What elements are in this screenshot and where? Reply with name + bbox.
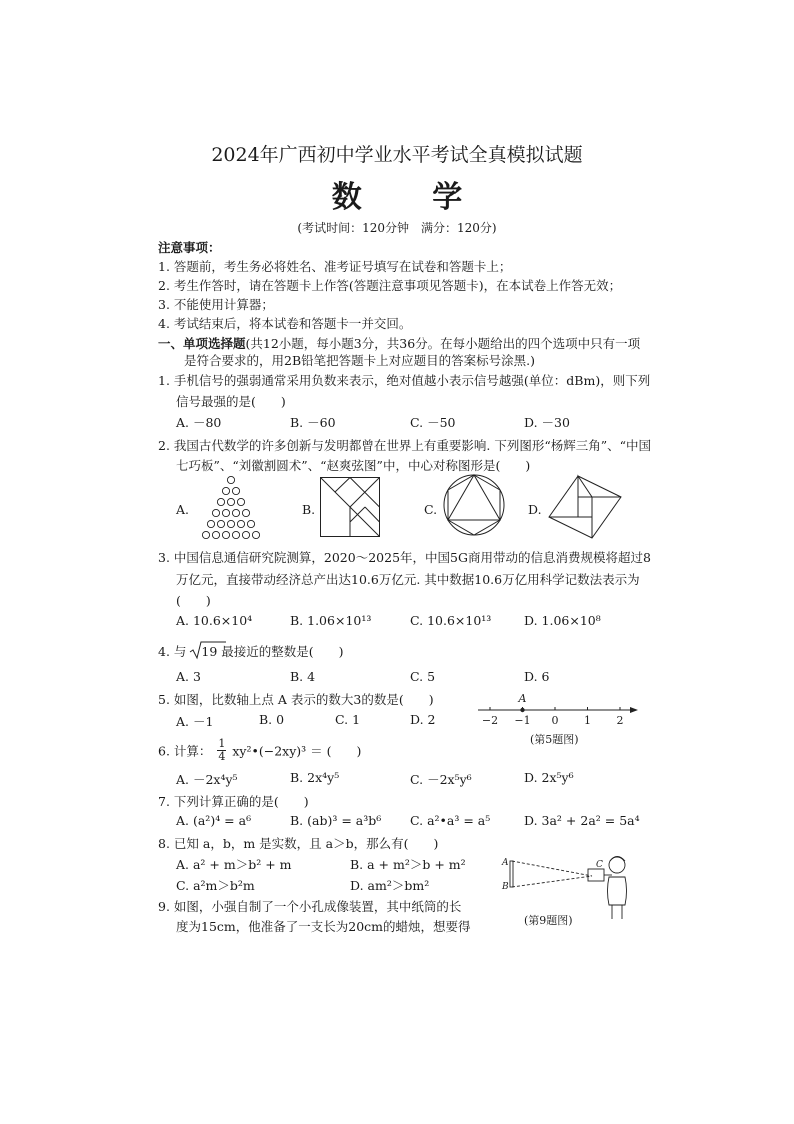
triangle-dot [232,509,239,516]
triangle-dot [227,476,234,483]
q9-stem-2: 度为15cm，他准备了一支长为20cm的蜡烛，想要得 [176,919,471,934]
triangle-dot [227,520,234,527]
section-heading: 一、单项选择题 [158,336,246,351]
number-line-figure [478,692,644,734]
yang-hui-triangle-figure [196,475,266,541]
q9-label-c: C [596,860,603,870]
q8-option-c: C. a²m＞b²m [176,878,255,893]
q1-option-b: B. －60 [290,415,336,430]
q2-label-d: D. [528,502,542,517]
axis-tick-label: 1 [584,714,591,727]
notice-item-4: 4. 考试结束后，将本试卷和答题卡一并交回。 [158,316,412,331]
triangle-dot [222,487,229,494]
q5-option-a: A. －1 [176,714,214,729]
q9-stem-1: 9. 如图，小强自制了一个小孔成像装置，其中纸筒的长 [158,899,462,914]
q2-label-b: B. [302,502,316,517]
triangle-dot [242,531,249,538]
q6-option-a: A. －2x⁴y⁵ [176,772,238,787]
q6-option-c: C. －2x⁵y⁶ [410,772,472,787]
axis-tick-label: 2 [616,714,624,727]
q8-option-a: A. a² + m＞b² + m [176,857,292,872]
q4-suffix: 最接近的整数是( ) [221,644,344,659]
q9-caption: (第9题图) [524,914,573,927]
section-desc-1: (共12小题，每小题3分，共36分。在每小题给出的四个选项中只有一项 [245,336,641,351]
q1-option-d: D. －30 [524,415,570,430]
subject-title: 数 学 [331,180,493,215]
q4-option-a: A. 3 [176,669,201,684]
point-a-marker [520,708,524,712]
axis-tick-label: −1 [514,714,531,727]
q3-option-b: B. 1.06×10¹³ [290,613,372,628]
axis-tick-label: −2 [481,714,499,727]
q4-option-c: C. 5 [410,669,436,684]
triangle-dot [217,498,224,505]
q9-label-a: A [502,858,509,868]
q1-option-c: C. －50 [410,415,456,430]
triangle-dot [202,531,209,538]
q3-option-d: D. 1.06×10⁸ [524,613,601,628]
q5-option-d: D. 2 [410,712,436,727]
q1-stem-2: 信号最强的是( ) [176,394,286,409]
point-a-label: A [518,692,527,705]
q5-stem: 5. 如图，比数轴上点 A 表示的数大3的数是( ) [158,692,434,707]
triangle-dot [217,520,224,527]
notice-item-2: 2. 考生作答时，请在答题卡上作答(答题注意事项见答题卡)，在本试卷上作答无效； [158,278,622,293]
exam-title: 2024年广西初中学业水平考试全真模拟试题 [211,144,583,166]
q6-prefix: 6. 计算： [158,743,212,759]
q5-option-c: C. 1 [335,712,361,727]
q5-caption: (第5题图) [530,733,579,746]
q3-stem-2: 万亿元，直接带动经济总产出达10.6万亿元. 其中数据10.6万亿用科学记数法表示为 [176,572,640,587]
section-desc-2: 是符合要求的，用2B铅笔把答题卡上对应题目的答案标号涂黑.) [184,353,535,368]
q2-label-c: C. [424,502,438,517]
triangle-dot [212,531,219,538]
q6-stem [158,738,361,768]
triangle-dot [222,531,229,538]
q9-label-b: B [502,882,509,892]
q2-stem-2: 七巧板”、“刘徽割圆术”、“赵爽弦图”中，中心对称图形是( ) [176,458,531,473]
q4-prefix: 4. 与 [158,644,187,659]
q8-option-b: B. a + m²＞b + m² [350,857,466,872]
triangle-dot [232,487,239,494]
radical-sign-icon [190,641,230,661]
section-heading-line [158,334,640,352]
q3-stem-3: ( ) [176,593,211,608]
triangle-dot [227,498,234,505]
triangle-dot [237,520,244,527]
triangle-dot [252,531,259,538]
triangle-dot [222,509,229,516]
q2-label-a: A. [176,502,190,517]
q7-stem: 7. 下列计算正确的是( ) [158,794,309,809]
q5-option-b: B. 0 [259,712,285,727]
notice-item-3: 3. 不能使用计算器； [158,297,274,312]
q3-option-c: C. 10.6×10¹³ [410,613,492,628]
fraction-one-quarter [217,738,226,763]
notice-item-1: 1. 答题前，考生务必将姓名、准考证号填写在试卷和答题卡上； [158,259,512,274]
zhao-shuang-figure [548,475,622,539]
q4-option-b: B. 4 [290,669,316,684]
triangle-dot [242,509,249,516]
q7-option-c: C. a²•a³ = a⁵ [410,813,491,828]
q8-stem: 8. 已知 a，b，m 是实数，且 a＞b，那么有( ) [158,836,439,851]
q3-option-a: A. 10.6×10⁴ [176,613,253,628]
axis-tick-label: 0 [551,714,559,727]
q6-frac-den: 4 [218,750,226,763]
liu-hui-circle-figure [443,474,505,536]
q6-option-b: B. 2x⁴y⁵ [290,770,340,785]
q1-option-a: A. －80 [176,415,222,430]
q3-stem-1: 3. 中国信息通信研究院测算，2020～2025年，中国5G商用带动的信息消费规模将超过8 [158,550,651,565]
q6-expr: xy²•(−2xy)³ ＝ ( ) [232,743,362,759]
notice-heading: 注意事项： [158,240,221,255]
tangram-figure [320,477,380,537]
exam-info: (考试时间：120分钟 满分：120分) [297,221,497,235]
q7-option-d: D. 3a² + 2a² = 5a⁴ [524,813,640,828]
sqrt-expression [190,644,217,659]
triangle-dot [212,509,219,516]
q1-stem-1: 1. 手机信号的强弱通常采用负数来表示，绝对值越小表示信号越强(单位：dBm)，则下列 [158,373,651,388]
triangle-dot [207,520,214,527]
q4-option-d: D. 6 [524,669,550,684]
triangle-dot [237,498,244,505]
q4-radicand: 19 [201,644,218,659]
q2-stem-1: 2. 我国古代数学的许多创新与发明都曾在世界上有重要影响. 下列图形“杨辉三角”、“中国 [158,438,652,453]
q6-option-d: D. 2x⁵y⁶ [524,770,574,785]
triangle-dot [232,531,239,538]
q6-frac-num: 1 [218,737,226,750]
q7-option-b: B. (ab)³ = a³b⁶ [290,813,382,828]
triangle-dot [247,520,254,527]
q7-option-a: A. (a²)⁴ = a⁶ [176,813,252,828]
q8-option-d: D. am²＞bm² [350,878,430,893]
q4-stem [158,642,344,660]
